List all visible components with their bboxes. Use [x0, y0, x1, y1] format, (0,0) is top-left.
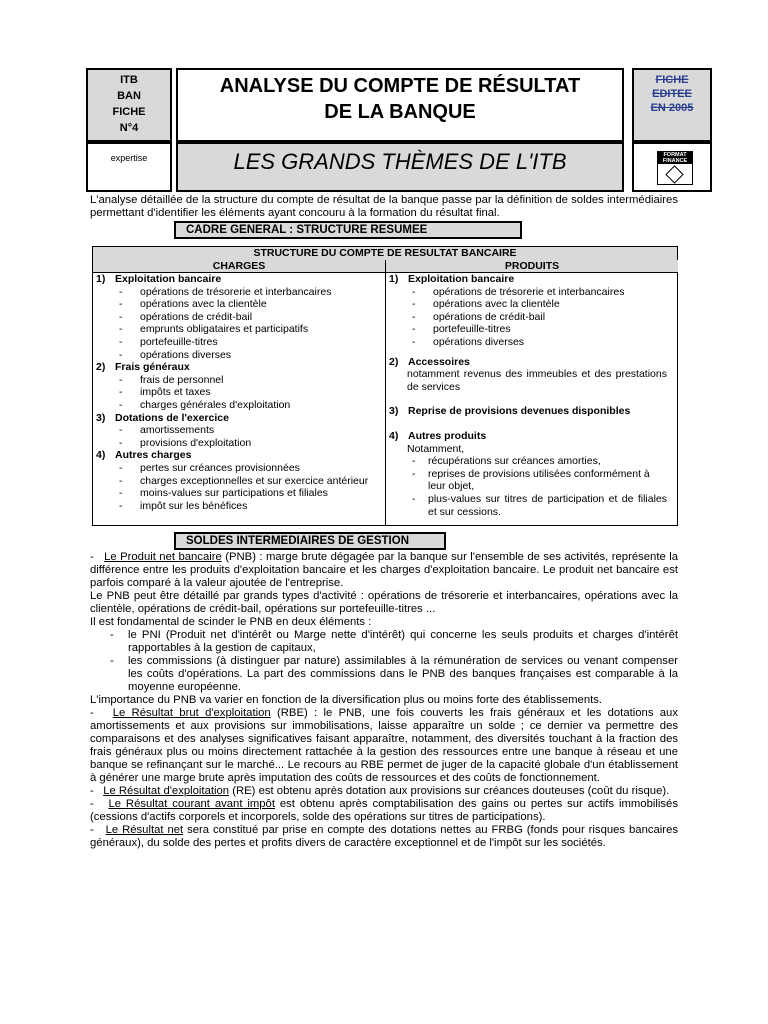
rbe-definition: (RBE) : le PNB, une fois couverts les frais généraux et les dotations aux amortissements et aux provisions sur immobilisations, laisse apparaître un solde ; ce dernier va permettre des comparaisons et des analyses significatives faisant apparaître, notamment, des diversités touchant à la fraction des frais généraux plus ou moins directement rattachée à la gestion des ressources entre une banque à réseau et une banque se refinançant sur le marché... Le recours au RBE permet de juger de la capacité globale d'un établissement à générer une marge brute après imputation des coûts de ressources et des coûts de fonctionnement.: [90, 707, 678, 784]
section-heading-structure: CADRE GENERAL : STRUCTURE RESUMEE: [174, 221, 522, 239]
column-header-charges: CHARGES: [93, 260, 385, 273]
produits-section: [386, 356, 667, 369]
logo-text-line: FORMAT: [663, 152, 687, 158]
section-title: Frais généraux: [115, 361, 190, 374]
table-title: STRUCTURE DU COMPTE DE RESULTAT BANCAIRE: [93, 247, 677, 261]
charges-section: [93, 361, 379, 374]
edition-line: EN 2005: [650, 102, 694, 114]
list-item: - moins-values sur participations et filiales: [93, 487, 379, 500]
section-number: 3): [96, 411, 106, 424]
list-item: - opérations de crédit-bail: [93, 311, 379, 324]
fiche-id-box: [86, 68, 172, 142]
diamond-icon: [665, 165, 683, 183]
format-finance-logo: [657, 151, 693, 185]
fiche-id-line: FICHE: [112, 106, 146, 118]
rbe-paragraph: - Le Résultat brut d'exploitation (RBE) : le PNB, une fois couverts les frais généraux et les dotations aux amortissements et aux provisions sur immobilisations, laisse apparaître un solde ; ce dernier va permettre des comparaisons et des analyses significatives faisant apparaître, notamment, des diversités touchant à la fraction des frais généraux plus ou moins directement rattachée à la gestion des ressources entre une banque à réseau et une banque se refinançant sur le marché... Le recours au RBE permet de juger de la capacité globale d'un établissement à générer une marge brute après imputation des coûts de ressources et des coûts de fonctionnement.: [90, 707, 678, 784]
fiche-id-line: ITB: [120, 74, 138, 86]
charges-list: [93, 424, 379, 449]
body-text: [90, 551, 678, 850]
expertise-box: [86, 142, 172, 192]
section-number: 1): [96, 273, 106, 285]
charges-list: [93, 374, 379, 412]
list-item: - frais de personnel: [93, 374, 379, 387]
charges-list: [93, 286, 379, 362]
pnb-split: Il est fondamental de scinder le PNB en deux éléments :: [90, 616, 372, 628]
charges-list: [93, 462, 379, 512]
pnb-bullet: - les commissions (à distinguer par nature) assimilables à la rémunération de services ou venant compenser les coûts d'opérations. La part des commissions dans le PNB des banques françaises est comparable à la moyenne européenne.: [90, 655, 678, 694]
list-item: - portefeuille-titres: [93, 336, 379, 349]
rcai-term: Le Résultat courant avant impôt: [108, 798, 275, 810]
list-item: - opérations avec la clientèle: [386, 298, 667, 311]
list-item: - charges exceptionnelles et sur exercice antérieur: [93, 475, 379, 488]
edition-box: [632, 68, 712, 142]
section-title: Exploitation bancaire: [115, 273, 222, 285]
list-item: - opérations avec la clientèle: [93, 298, 379, 311]
list-item: - amortissements: [93, 424, 379, 437]
title-line-2: DE LA BANQUE: [324, 101, 476, 123]
list-item: - plus-values sur titres de participation et de filiales et sur cessions.: [386, 493, 667, 518]
list-item: - opérations diverses: [386, 336, 667, 349]
expertise-label: expertise: [110, 153, 148, 163]
charges-section: [93, 449, 379, 462]
fiche-id-line: N°4: [119, 122, 139, 134]
section-number: 1): [389, 273, 399, 285]
rn-definition: sera constitué par prise en compte des dotations nettes au FRBG (fonds pour risques bancaires généraux), du solde des pertes et profits divers de caractère exceptionnel et de l'impôt sur les sociétés.: [90, 824, 679, 849]
list-item: - provisions d'exploitation: [93, 437, 379, 450]
pnb-definition: (PNB) : marge brute dégagée par la banque sur l'ensemble de ses activités, représente la différence entre les produits d'exploitation bancaire et les charges d'exploitation bancaire. Le produit net bancaire est parfois comparé à la valeur ajoutée de l'entreprise.: [90, 551, 678, 589]
charges-column: [93, 273, 379, 512]
section-number: 4): [389, 429, 399, 442]
logo-text-line: FINANCE: [662, 158, 688, 164]
re-term: Le Résultat d'exploitation: [103, 785, 230, 797]
section-number: 4): [96, 449, 106, 462]
list-item: - opérations diverses: [93, 349, 379, 362]
pnb-detail: Le PNB peut être détaillé par grands types d'activité : opérations de trésorerie et interbancaires, opérations avec la clientèle, opérations de crédit-bail, opérations sur portefeuille-titres ...: [90, 590, 678, 615]
edition-line: FICHE: [655, 74, 689, 86]
produits-section: [386, 273, 667, 286]
list-item: - opérations de trésorerie et interbancaires: [93, 286, 379, 299]
produits-column: [386, 273, 667, 518]
list-item: - opérations de crédit-bail: [386, 311, 667, 324]
intro-paragraph: L'analyse détaillée de la structure du compte de résultat de la banque passe par la définition de soldes intermédiaires permettant d'identifier les éléments ayant concouru à la formation du résultat final.: [90, 194, 678, 219]
list-item: - récupérations sur créances amorties,: [386, 455, 667, 468]
charges-section: [93, 412, 379, 425]
list-item: - emprunts obligataires et participatifs: [93, 323, 379, 336]
produits-list: [386, 455, 667, 518]
list-item: - reprises de provisions utilisées conformément à leur objet,: [386, 468, 667, 493]
section-number: 2): [96, 361, 106, 374]
section-title: Reprise de provisions devenues disponibles: [408, 405, 631, 418]
section-title: Autres charges: [115, 449, 192, 462]
section-title: Autres produits: [408, 429, 487, 442]
fiche-id-line: BAN: [117, 90, 141, 102]
list-item: - pertes sur créances provisionnées: [93, 462, 379, 475]
list-item: - impôt sur les bénéfices: [93, 500, 379, 513]
section-number: 3): [389, 405, 399, 418]
list-item: - opérations de trésorerie et interbancaires: [386, 286, 667, 299]
section-title: Dotations de l'exercice: [115, 411, 229, 424]
edition-line: EDITEE: [652, 88, 692, 100]
section-title: Accessoires: [408, 355, 470, 368]
logo-box: [632, 142, 712, 192]
pnb-importance: L'importance du PNB va varier en fonction de la diversification plus ou moins forte des établissements.: [90, 694, 603, 706]
rcai-definition: est obtenu après comptabilisation des gains ou pertes sur actifs immobilisés (cessions d'actifs corporels et incorporels, solde des opérations sur titres de participations).: [90, 798, 678, 823]
column-header-produits: PRODUITS: [386, 260, 678, 273]
document-subtitle: [176, 142, 624, 192]
structure-table: [92, 246, 678, 526]
pnb-bullet: - le PNI (Produit net d'intérêt ou Marge nette d'intérêt) qui concerne les seuls produits et charges d'intérêt rapportables à la gestion de capitaux,: [90, 629, 678, 655]
produits-list: [386, 286, 667, 349]
section-heading-soldes: SOLDES INTERMEDIAIRES DE GESTION: [174, 532, 446, 550]
pnb-term: Le Produit net bancaire: [104, 551, 222, 563]
re-definition: (RE) est obtenu après dotation aux provisions sur créances douteuses (coût du risque).: [229, 785, 670, 797]
produits-section: [386, 430, 667, 443]
document-title: [176, 68, 624, 142]
produits-section: [386, 405, 667, 418]
rcai-paragraph: - Le Résultat courant avant impôt est obtenu après comptabilisation des gains ou pertes sur actifs immobilisés (cessions d'actifs corporels et incorporels, solde des opérations sur titres de participations).: [90, 798, 678, 823]
subtitle-text: LES GRANDS THÈMES DE L'ITB: [233, 149, 567, 174]
pnb-paragraph: - Le Produit net bancaire (PNB) : marge brute dégagée par la banque sur l'ensemble de ses activités, représente la différence entre les produits d'exploitation bancaire et les charges d'exploitation bancaire. Le produit net bancaire est parfois comparé à la valeur ajoutée de l'entreprise.: [90, 551, 678, 589]
list-item: - charges générales d'exploitation: [93, 399, 379, 412]
charges-section: [93, 273, 379, 286]
title-line-1: ANALYSE DU COMPTE DE RÉSULTAT: [219, 75, 581, 97]
rbe-term: Le Résultat brut d'exploitation: [112, 707, 271, 719]
re-paragraph: - Le Résultat d'exploitation (RE) est obtenu après dotation aux provisions sur créances douteuses (coût du risque).: [90, 785, 670, 797]
list-item: - impôts et taxes: [93, 386, 379, 399]
section-title: Exploitation bancaire: [408, 273, 515, 285]
rn-paragraph: - Le Résultat net sera constitué par prise en compte des dotations nettes au FRBG (fonds pour risques bancaires généraux), du solde des pertes et profits divers de caractère exceptionnel et de l'impôt sur les sociétés.: [90, 824, 679, 849]
list-item: - portefeuille-titres: [386, 323, 667, 336]
logo-text: [658, 152, 692, 164]
section-note: Notamment,: [407, 442, 465, 455]
rn-term: Le Résultat net: [105, 824, 184, 836]
section-number: 2): [389, 355, 399, 368]
section-note: notamment revenus des immeubles et des prestations de services: [407, 368, 667, 393]
